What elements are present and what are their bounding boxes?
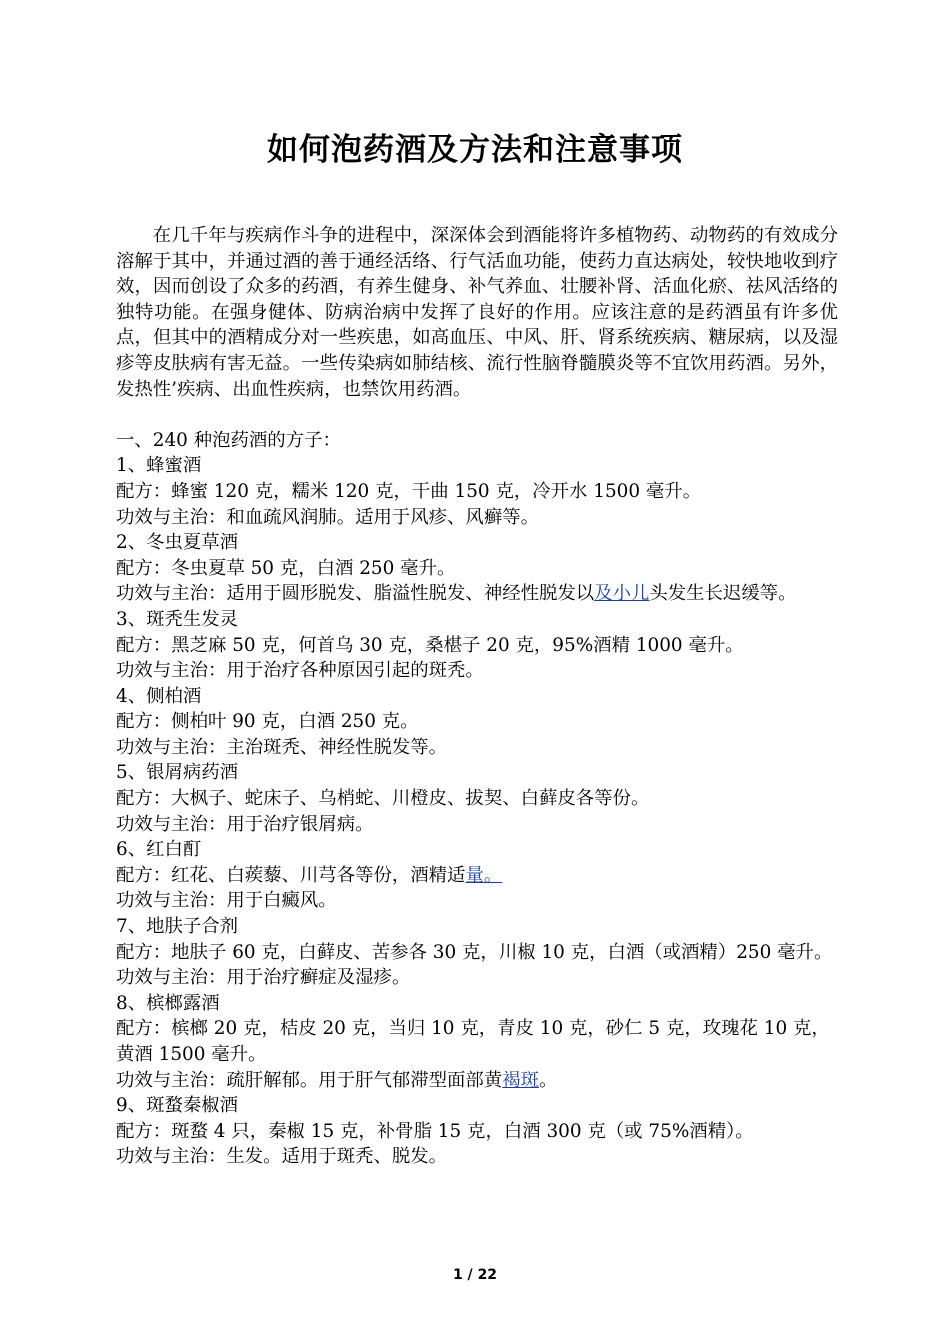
recipe-effect: 功效与主治：主治斑秃、神经性脱发等。 — [116, 736, 448, 758]
hyperlink[interactable]: 褐斑 — [502, 1069, 540, 1091]
recipe-name: 1、蜂蜜酒 — [116, 455, 202, 477]
section-heading: 一、240 种泡药酒的方子： — [116, 429, 341, 451]
recipe-effect: 功效与主治：用于治疗各种原因引起的斑秃。 — [116, 660, 484, 682]
page-number — [0, 1267, 950, 1283]
recipe-formula: 配方：蜂蜜 120 克，糯米 120 克，干曲 150 克，冷开水 1500 毫升。 — [116, 480, 702, 502]
current-page: 1 — [452, 1267, 463, 1283]
recipe-effect: 功效与主治：生发。适用于斑秃、脱发。 — [116, 1146, 448, 1168]
recipe-effect — [116, 1068, 838, 1094]
page-separator: / — [462, 1267, 478, 1283]
recipe-formula: 配方：黑芝麻 50 克，何首乌 30 克，桑椹子 20 克，95%酒精 1000 毫升。 — [116, 634, 744, 656]
recipe-effect — [116, 581, 838, 607]
recipe-effect-text: 头发生长迟缓等。 — [649, 583, 797, 605]
recipe-name: 8、槟榔露酒 — [116, 992, 220, 1014]
recipe-name: 7、地肤子合剂 — [116, 916, 239, 938]
total-pages: 22 — [477, 1267, 498, 1283]
recipe-effect: 功效与主治：用于治疗癣症及湿疹。 — [116, 967, 411, 989]
recipe-effect-text: 功效与主治：适用于圆形脱发、脂溢性脱发、神经性脱发以 — [116, 583, 595, 605]
recipe-formula: 配方：侧柏叶 90 克，白酒 250 克。 — [116, 711, 419, 733]
recipe-effect-text: 功效与主治：疏肝解郁。用于肝气郁滞型面部黄 — [116, 1069, 503, 1091]
recipe-formula-text: 配方：红花、白蒺藜、川芎各等份，酒精适 — [116, 864, 466, 886]
recipe-effect: 功效与主治：用于治疗银屑病。 — [116, 813, 374, 835]
recipe-formula: 配方：冬虫夏草 50 克，白酒 250 毫升。 — [116, 557, 456, 579]
recipe-formula: 配方：槟榔 20 克，桔皮 20 克，当归 10 克，青皮 10 克，砂仁 5 克，玫瑰花 10 克，黄酒 1500 毫升。 — [116, 1018, 830, 1065]
recipe-effect: 功效与主治：和血疏风润肺。适用于风疹、风癣等。 — [116, 506, 539, 528]
recipe-name: 4、侧柏酒 — [116, 685, 202, 707]
recipe-effect-text: 。 — [539, 1069, 558, 1091]
page-title: 如何泡药酒及方法和注意事项 — [267, 132, 683, 168]
recipe-name: 6、红白酊 — [116, 839, 202, 861]
hyperlink[interactable]: 及小儿 — [594, 583, 650, 605]
recipe-name: 5、银屑病药酒 — [116, 762, 239, 784]
recipe-name: 2、冬虫夏草酒 — [116, 532, 239, 554]
hyperlink[interactable]: 量。 — [465, 864, 503, 886]
paragraph-gap — [116, 402, 838, 428]
intro-paragraph: 在几千年与疾病作斗争的进程中，深深体会到酒能将许多植物药、动物药的有效成分溶解于其中，并通过酒的善于通经活络、行气活血功能，使药力直达病处，较快地收到疗效，因而创设了众多的药酒，有养生健身、补气养血、壮腰补肾、活血化瘀、祛风活络的独特功能。在强身健体、防病治病中发挥了良好的作用。应该注意的是药酒虽有许多优点，但其中的酒精成分对一些疾患，如高血压、中风、肝、肾系统疾病、糖尿病，以及湿疹等皮肤病有害无益。一些传染病如肺结核、流行性脑脊髓膜炎等不宜饮用药酒。另外，发热性’疾病、出血性疾病，也禁饮用药酒。 — [116, 225, 838, 400]
recipe-formula — [116, 863, 838, 889]
document-body — [116, 223, 838, 1170]
recipe-formula: 配方：地肤子 60 克，白藓皮、苦参各 30 克，川椒 10 克，白酒（或酒精）250 毫升。 — [116, 941, 833, 963]
recipe-formula: 配方：大枫子、蛇床子、乌梢蛇、川橙皮、拔契、白藓皮各等份。 — [116, 788, 650, 810]
recipe-effect: 功效与主治：用于白癜风。 — [116, 890, 337, 912]
recipe-name: 9、斑蝥秦椒酒 — [116, 1095, 239, 1117]
recipe-name: 3、斑秃生发灵 — [116, 608, 239, 630]
recipe-formula: 配方：斑蝥 4 只，秦椒 15 克，补骨脂 15 克，白酒 300 克（或 75%酒精）。 — [116, 1120, 754, 1142]
